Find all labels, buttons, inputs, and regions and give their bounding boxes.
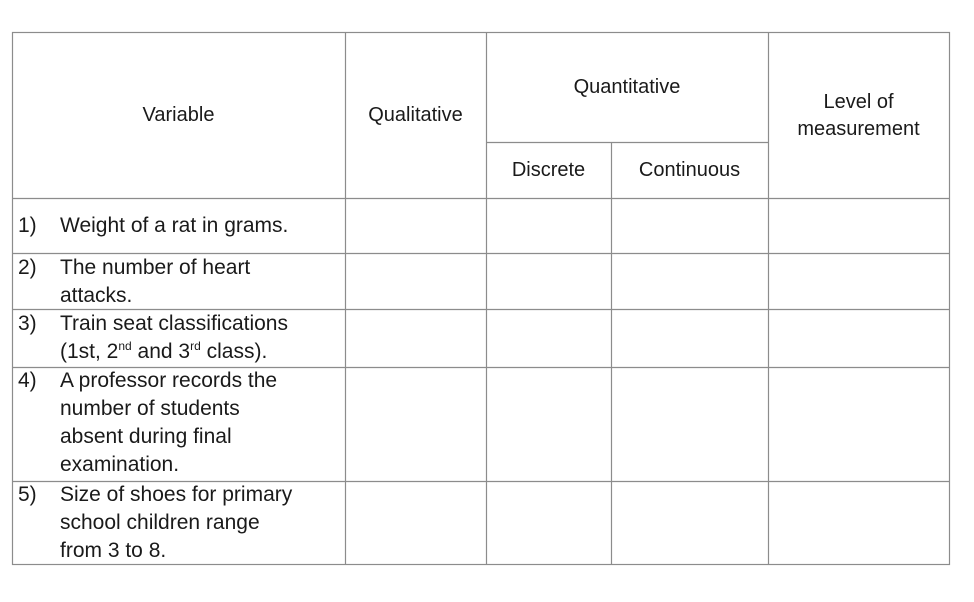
row-text-line: number of students [60, 397, 240, 420]
answer-cell-row1-qualitative [346, 199, 486, 253]
answer-cell-row1-discrete [487, 199, 611, 253]
row-text-line: Weight of a rat in grams. [60, 214, 289, 237]
answer-cell-row1-continuous [612, 199, 768, 253]
header-level-of-measurement [768, 89, 949, 143]
row-text-line: school children range [60, 511, 260, 534]
header-continuous: Continuous [638, 159, 741, 181]
row-number: 4) [18, 369, 37, 392]
row-text-line: from 3 to 8. [60, 539, 167, 562]
row-text-line: Train seat classifications [60, 312, 288, 335]
header-quantitative: Quantitative [573, 76, 681, 98]
header-level-line2: measurement [797, 118, 920, 140]
row-text-line-with-superscripts [60, 338, 345, 366]
header-level-line1: Level of [823, 91, 894, 113]
row-text-line: Size of shoes for primary [60, 483, 293, 506]
row-text-line: attacks. [60, 284, 133, 307]
row-text-fragment: and 3 [131, 340, 191, 363]
row-number: 5) [18, 483, 37, 506]
row-number: 1) [18, 214, 37, 237]
row-text-line: examination. [60, 453, 180, 476]
row-text-line: A professor records the [60, 369, 278, 392]
superscript-rd: rd [190, 339, 201, 353]
row-number: 3) [18, 312, 37, 335]
row-text-fragment: class). [200, 340, 268, 363]
row-text-line: The number of heart [60, 256, 251, 279]
header-variable: Variable [142, 104, 215, 126]
answer-cell-row1-level [769, 199, 949, 253]
header-qualitative: Qualitative [368, 104, 463, 126]
row-text-fragment: (1st, 2 [60, 340, 119, 363]
row-number: 2) [18, 256, 37, 279]
header-discrete: Discrete [511, 159, 586, 181]
row-text-line: absent during final [60, 425, 232, 448]
superscript-nd: nd [118, 339, 132, 353]
